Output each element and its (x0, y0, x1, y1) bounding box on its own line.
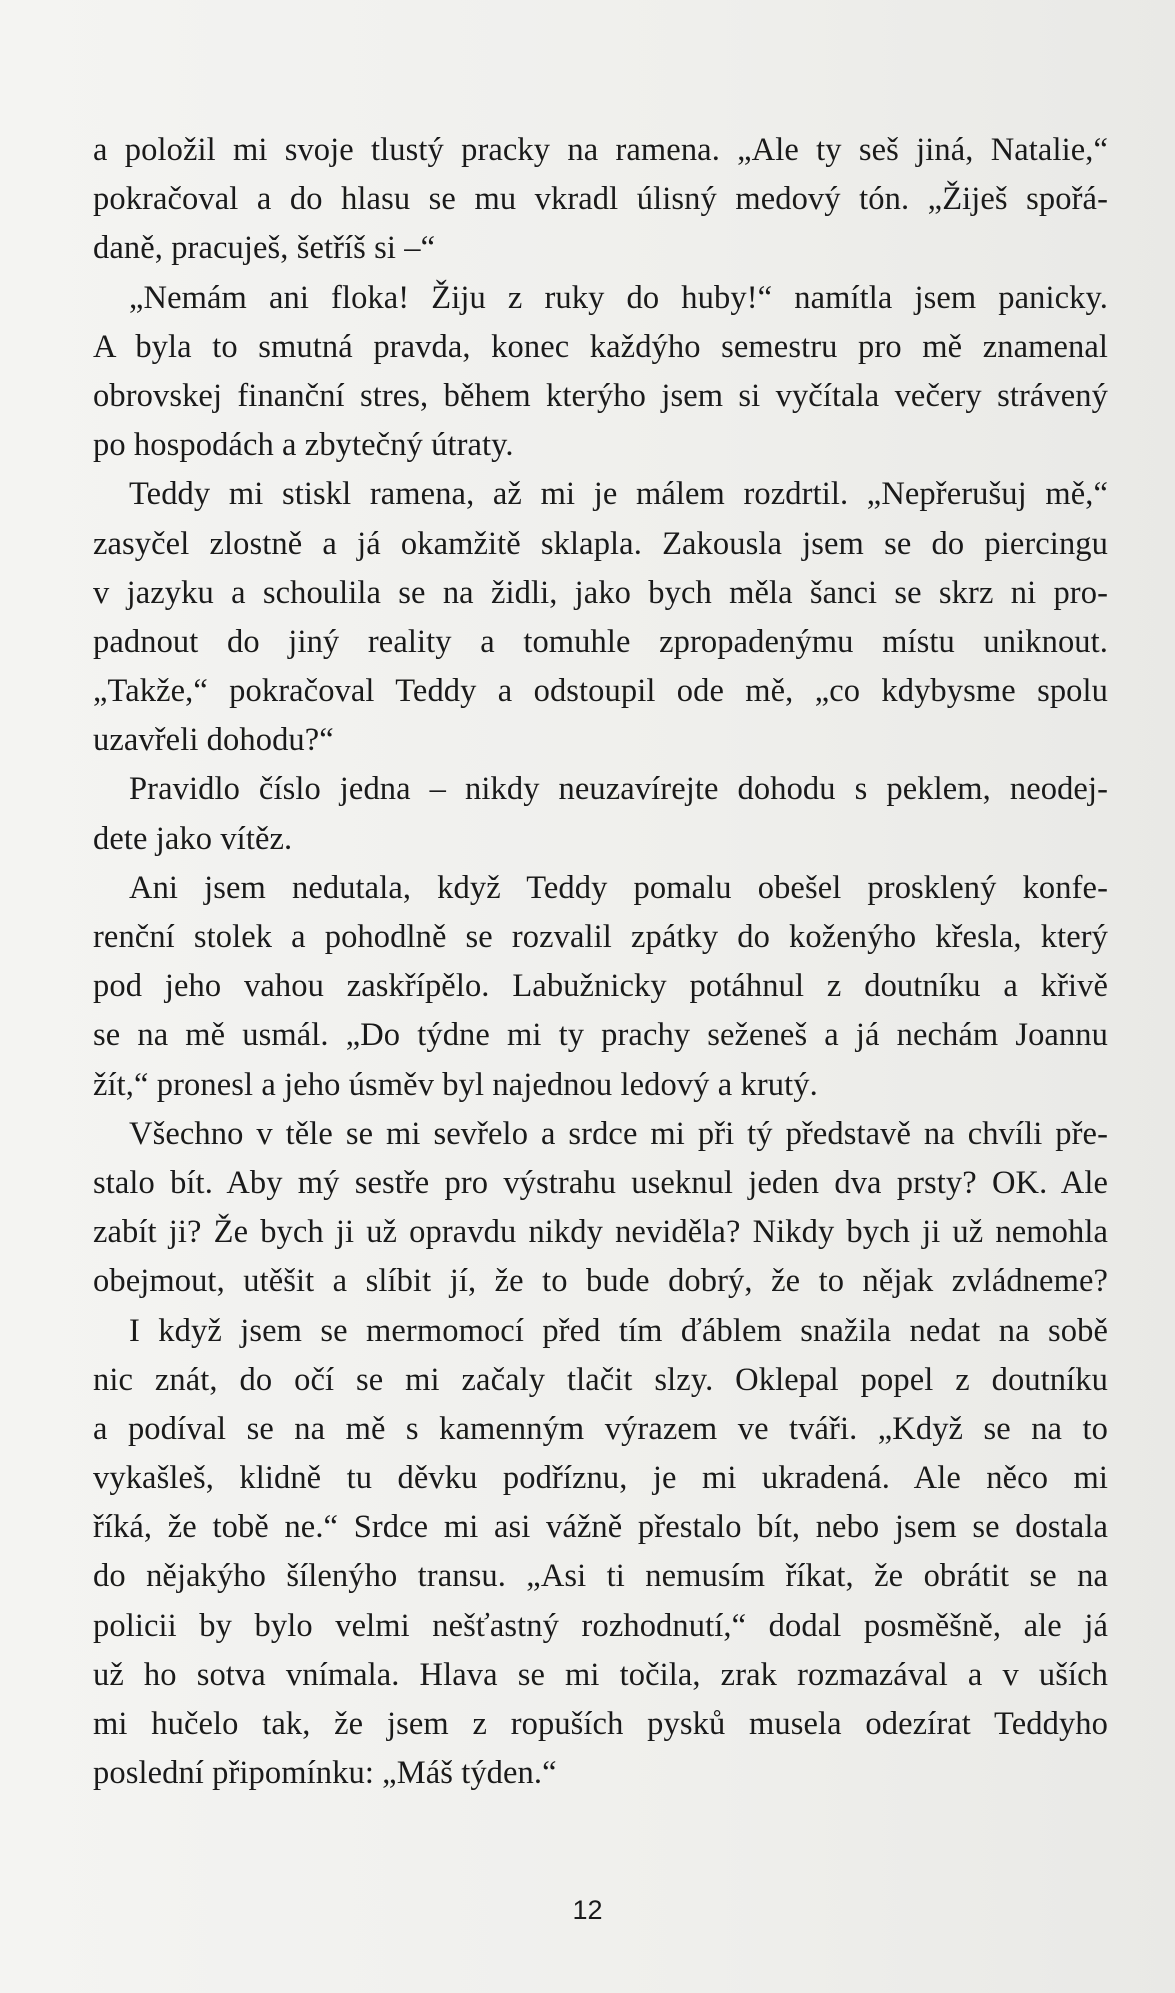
text-line: uzavřeli dohodu?“ (93, 722, 334, 759)
text-line: policii by bylo velmi nešťastný rozhodnutí,“ dodal posměšně, ale já (93, 1607, 1108, 1644)
text-line: dete jako vítěz. (93, 820, 293, 857)
text-line: I když jsem se mermomocí před tím ďáblem snažila nedat na sobě (129, 1312, 1108, 1349)
text-line: v jazyku a schoulila se na židli, jako bych měla šanci se skrz ni pro- (93, 574, 1108, 611)
text-line: Ani jsem nedutala, když Teddy pomalu obešel prosklený konfe- (129, 869, 1108, 906)
text-line: padnout do jiný reality a tomuhle zpropadenýmu místu uniknout. (93, 623, 1108, 660)
text-line: zasyčel zlostně a já okamžitě sklapla. Zakousla jsem se do piercingu (93, 525, 1108, 562)
text-line: vykašleš, klidně tu děvku podříznu, je mi ukradená. Ale něco mi (93, 1460, 1108, 1497)
text-line: obejmout, utěšit a slíbit jí, že to bude dobrý, že to nějak zvládneme? (93, 1263, 1108, 1300)
text-line: už ho sotva vnímala. Hlava se mi točila, zrak rozmazával a v uších (93, 1656, 1108, 1693)
text-line: Všechno v těle se mi sevřelo a srdce mi při tý představě na chvíli pře- (129, 1115, 1108, 1152)
text-line: stalo bít. Aby mý sestře pro výstrahu useknul jeden dva prsty? OK. Ale (93, 1164, 1108, 1201)
page-number: 12 (572, 1895, 603, 1925)
text-line: a podíval se na mě s kamenným výrazem ve tváři. „Když se na to (93, 1410, 1108, 1447)
text-line: Teddy mi stiskl ramena, až mi je málem rozdrtil. „Nepřerušuj mě,“ (129, 476, 1108, 513)
text-line: do nějakýho šílenýho transu. „Asi ti nemusím říkat, že obrátit se na (93, 1558, 1108, 1595)
text-line: mi hučelo tak, že jsem z ropuších pysků musela odezírat Teddyho (93, 1706, 1108, 1742)
text-line: obrovskej finanční stres, během kterýho jsem si vyčítala večery strávený (93, 377, 1108, 414)
text-line: nic znát, do očí se mi začaly tlačit slzy. Oklepal popel z doutníku (93, 1361, 1108, 1398)
text-line: po hospodách a zbytečný útraty. (93, 427, 514, 464)
body-text (93, 126, 1108, 1798)
text-line: se na mě usmál. „Do týdne mi ty prachy seženeš a já nechám Joannu (93, 1017, 1108, 1054)
text-line: A byla to smutná pravda, konec každýho semestru pro mě znamenal (93, 328, 1108, 365)
text-line: zabít ji? Že bych ji už opravdu nikdy neviděla? Nikdy bych ji už nemohla (93, 1214, 1108, 1251)
text-line: poslední připomínku: „Máš týden.“ (93, 1755, 557, 1792)
text-line: „Takže,“ pokračoval Teddy a odstoupil ode mě, „co kdybysme spolu (93, 673, 1108, 710)
text-line: pokračoval a do hlasu se mu vkradl úlisný medový tón. „Žiješ spořá- (93, 181, 1108, 218)
text-line: žít,“ pronesl a jeho úsměv byl najednou ledový a krutý. (93, 1066, 818, 1103)
text-line: Pravidlo číslo jedna – nikdy neuzavírejte dohodu s peklem, neodej- (129, 771, 1108, 808)
text-line: pod jeho vahou zaskřípělo. Labužnicky potáhnul z doutníku a křivě (93, 968, 1108, 1005)
text-line: „Nemám ani floka! Žiju z ruky do huby!“ namítla jsem panicky. (129, 279, 1108, 316)
text-line: říká, že tobě ne.“ Srdce mi asi vážně přestalo bít, nebo jsem se dostala (93, 1509, 1108, 1546)
text-line: a položil mi svoje tlustý pracky na ramena. „Ale ty seš jiná, Natalie,“ (93, 132, 1108, 168)
text-line: renční stolek a pohodlně se rozvalil zpátky do koženýho křesla, který (93, 919, 1108, 955)
text-line: daně, pracuješ, šetříš si –“ (93, 230, 436, 267)
